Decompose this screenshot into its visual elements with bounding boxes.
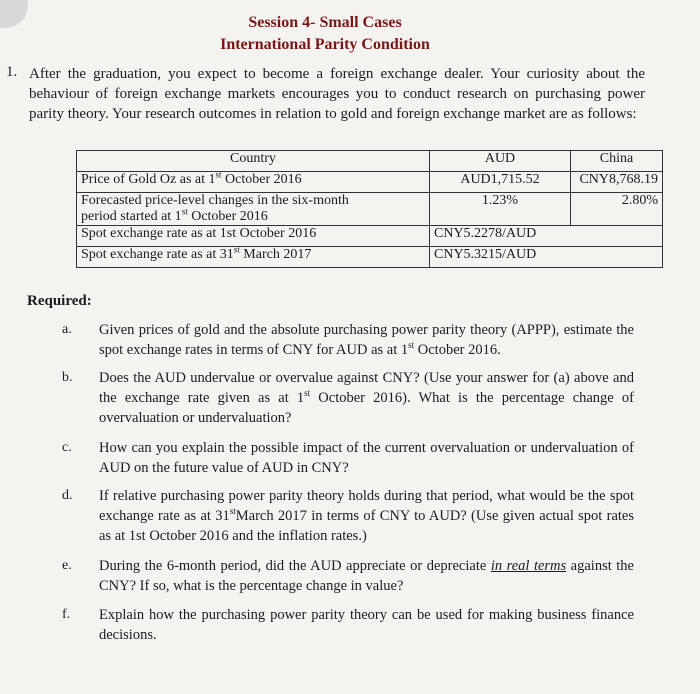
item-d-label: d. (62, 488, 73, 503)
row-spot-oct-value: CNY5.2278/AUD (430, 226, 663, 247)
header-aud: AUD (430, 151, 571, 172)
header-china: China (571, 151, 663, 172)
item-b-text: Does the AUD undervalue or overvalue against CNY? (Use your answer for (a) above and the exchange rate given as at 1st October 2016). What is the percentage change of overvaluation or undervaluation? (99, 370, 634, 426)
row-inflation-label: Forecasted price-level changes in the six-month period started at 1st October 2016 (77, 193, 430, 226)
item-f-label: f. (62, 607, 71, 622)
table-header-row (77, 151, 663, 172)
row-gold-aud: AUD1,715.52 (430, 172, 571, 193)
question-number: 1. (6, 64, 18, 80)
item-a-label: a. (62, 322, 72, 337)
row-inflation-china: 2.80% (571, 193, 663, 226)
header-country: Country (77, 151, 430, 172)
item-f-text: Explain how the purchasing power parity theory can be used for making business finance decisions. (99, 607, 634, 643)
item-d-text: If relative purchasing power parity theory holds during that period, what would be the spot exchange rate as at 31stMarch 2017 in terms of CNY to AUD? (Use given actual spot rates as at 1st October 2016 and the inflation rates.) (99, 488, 635, 544)
session-title: Session 4- Small Cases (248, 14, 402, 31)
table-row (77, 226, 663, 247)
item-c-text: How can you explain the possible impact of the current overvaluation or undervaluation of AUD on the future value of AUD in CNY? (99, 440, 634, 476)
question-text: After the graduation, you expect to become a foreign exchange dealer. Your curiosity about the behaviour of foreign exchange markets encourages you to conduct research on purchasing power parity theory. Your research outcomes in relation to gold and foreign exchange market are as follows: (29, 66, 645, 122)
row-gold-label: Price of Gold Oz as at 1st October 2016 (77, 172, 430, 193)
parity-table (76, 150, 663, 268)
item-e-text: During the 6-month period, did the AUD appreciate or depreciate in real terms against the CNY? If so, what is the percentage change in value? (99, 558, 634, 594)
table-row (77, 193, 663, 226)
item-a-text: Given prices of gold and the absolute purchasing power parity theory (APPP), estimate the spot exchange rates in terms of CNY for AUD as at 1st October 2016. (99, 322, 634, 358)
item-c-label: c. (62, 440, 72, 455)
row-gold-china: CNY8,768.19 (571, 172, 663, 193)
item-b-label: b. (62, 370, 73, 385)
required-heading: Required: (27, 293, 92, 309)
table-row (77, 247, 663, 268)
row-spot-oct-label: Spot exchange rate as at 1st October 2016 (77, 226, 430, 247)
item-e-label: e. (62, 558, 72, 573)
topic-title: International Parity Condition (220, 36, 430, 53)
row-spot-mar-value: CNY5.3215/AUD (430, 247, 663, 268)
row-inflation-aud: 1.23% (430, 193, 571, 226)
row-spot-mar-label: Spot exchange rate as at 31st March 2017 (77, 247, 430, 268)
table-row (77, 172, 663, 193)
